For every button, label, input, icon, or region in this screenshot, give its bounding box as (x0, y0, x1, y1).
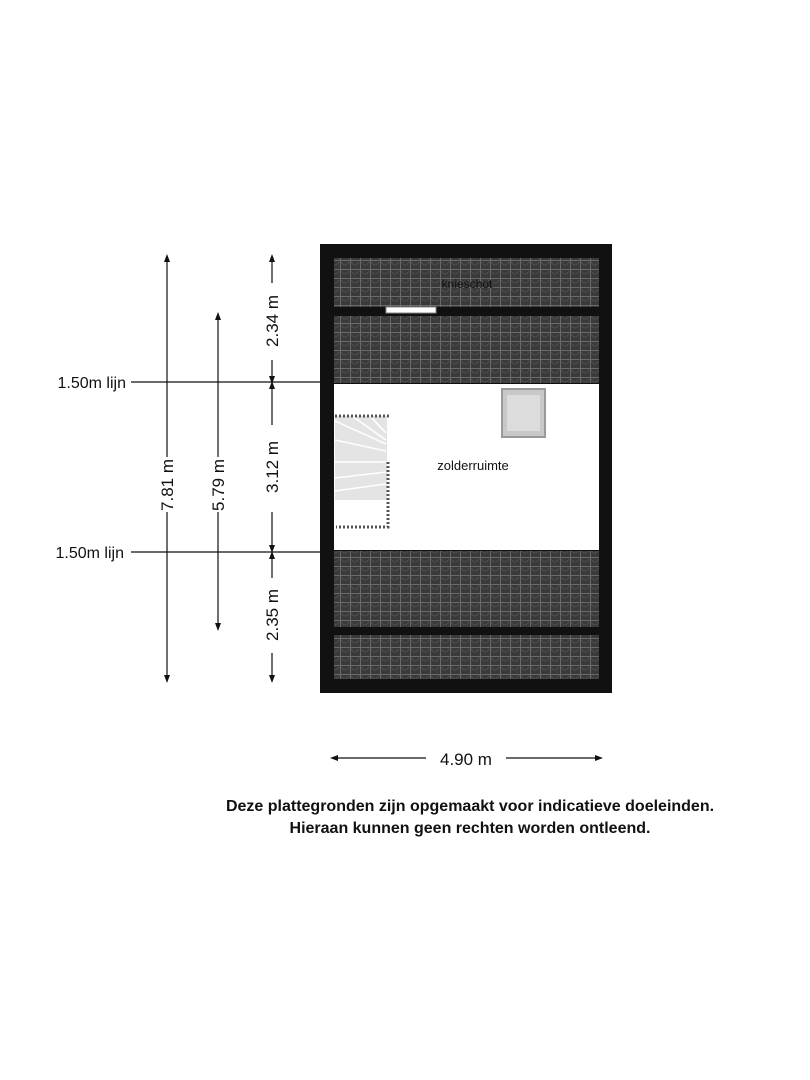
dimension-headroom-zone (263, 385, 282, 549)
line-label-bottom: 1.50m lijn (55, 545, 124, 562)
room-label-knieschot: knieschot (441, 277, 493, 291)
disclaimer-line-1: Deze plattegronden zijn opgemaakt voor indicatieve doeleinden. (225, 798, 715, 815)
svg-text:4.90 m: 4.90 m (440, 750, 492, 769)
roof-bottom-knee (334, 635, 599, 679)
dimension-lower-slope (263, 555, 282, 679)
skylight-glass (507, 395, 540, 431)
svg-text:2.35 m: 2.35 m (263, 589, 282, 641)
roof-top-slope (334, 316, 599, 383)
dimension-upper-slope (263, 258, 282, 380)
room-label-zolderruimte: zolderruimte (437, 458, 509, 473)
dimension-total-depth (158, 258, 177, 679)
svg-text:2.34 m: 2.34 m (263, 295, 282, 347)
dimension-width (334, 750, 599, 769)
dimension-inner-depth (209, 316, 228, 627)
svg-text:5.79 m: 5.79 m (209, 459, 228, 511)
svg-text:3.12 m: 3.12 m (263, 441, 282, 493)
disclaimer-line-2: Hieraan kunnen geen rechten worden ontleend. (289, 820, 651, 837)
disclaimer (150, 796, 790, 840)
roof-bottom-slope (334, 551, 599, 627)
line-label-top: 1.50m lijn (57, 375, 126, 392)
svg-text:7.81 m: 7.81 m (158, 459, 177, 511)
knee-wall-hatch (386, 307, 436, 313)
